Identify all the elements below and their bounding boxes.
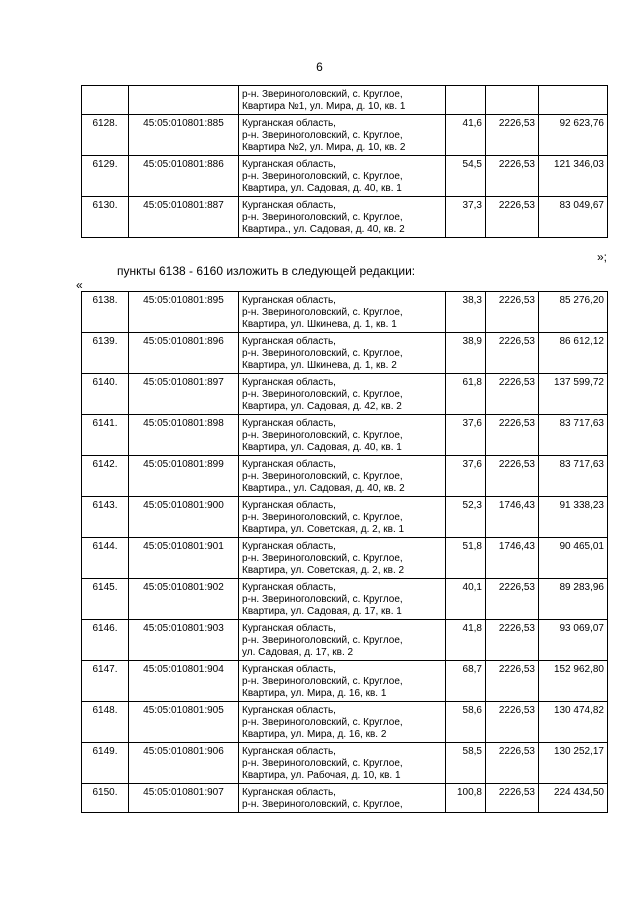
address-line: Квартира №1, ул. Мира, д. 10, кв. 1 (242, 101, 406, 112)
address-cell (239, 374, 446, 415)
address-line: Курганская область, (242, 336, 336, 347)
area-cell: 58,6 (446, 702, 486, 743)
rate-cell: 2226,53 (486, 456, 539, 497)
address-line: р-н. Звериноголовский, с. Круглое, (242, 594, 403, 605)
address-cell (239, 620, 446, 661)
property-table-main (81, 291, 608, 813)
area-cell: 68,7 (446, 661, 486, 702)
address-line: Курганская область, (242, 582, 336, 593)
address-cell (239, 702, 446, 743)
address-cell (239, 784, 446, 813)
item-number-cell: 6144. (82, 538, 129, 579)
address-line: р-н. Звериноголовский, с. Круглое, (242, 758, 403, 769)
address-cell (239, 415, 446, 456)
table-row (82, 456, 608, 497)
address-cell (239, 579, 446, 620)
rate-cell: 2226,53 (486, 156, 539, 197)
area-cell (446, 86, 486, 115)
cadastral-value-cell: 91 338,23 (539, 497, 608, 538)
page-number: 6 (316, 60, 323, 74)
address-line: Курганская область, (242, 500, 336, 511)
table-row (82, 784, 608, 813)
cadastral-number-cell: 45:05:010801:907 (129, 784, 239, 813)
rate-cell: 2226,53 (486, 415, 539, 456)
area-cell: 38,9 (446, 333, 486, 374)
address-line: Курганская область, (242, 200, 336, 211)
rate-cell: 2226,53 (486, 620, 539, 661)
address-line: Курганская область, (242, 787, 336, 798)
address-line: р-н. Звериноголовский, с. Круглое, (242, 471, 403, 482)
rate-cell: 2226,53 (486, 374, 539, 415)
address-line: Квартира, ул. Садовая, д. 17, кв. 1 (242, 606, 402, 617)
cadastral-value-cell: 130 474,82 (539, 702, 608, 743)
item-number-cell: 6140. (82, 374, 129, 415)
address-line: Квартира, ул. Советская, д. 2, кв. 1 (242, 524, 405, 535)
table-row (82, 292, 608, 333)
item-number-cell: 6148. (82, 702, 129, 743)
cadastral-value-cell: 121 346,03 (539, 156, 608, 197)
cadastral-number-cell: 45:05:010801:896 (129, 333, 239, 374)
address-line: Курганская область, (242, 459, 336, 470)
address-cell (239, 538, 446, 579)
rate-cell: 1746,43 (486, 497, 539, 538)
cadastral-number-cell: 45:05:010801:902 (129, 579, 239, 620)
property-table-top (81, 85, 608, 238)
address-line: р-н. Звериноголовский, с. Круглое, (242, 799, 403, 810)
cadastral-value-cell: 83 049,67 (539, 197, 608, 238)
area-cell: 38,3 (446, 292, 486, 333)
cadastral-number-cell: 45:05:010801:904 (129, 661, 239, 702)
rate-cell: 2226,53 (486, 743, 539, 784)
address-line: Квартира., ул. Садовая, д. 40, кв. 2 (242, 224, 405, 235)
cadastral-number-cell: 45:05:010801:895 (129, 292, 239, 333)
rate-cell: 2226,53 (486, 333, 539, 374)
cadastral-value-cell: 93 069,07 (539, 620, 608, 661)
cadastral-value-cell: 92 623,76 (539, 115, 608, 156)
table-row (82, 702, 608, 743)
table-row (82, 579, 608, 620)
cadastral-number-cell: 45:05:010801:903 (129, 620, 239, 661)
address-line: Курганская область, (242, 418, 336, 429)
table-row (82, 374, 608, 415)
table-row (82, 743, 608, 784)
address-line: р-н. Звериноголовский, с. Круглое, (242, 307, 403, 318)
address-cell (239, 197, 446, 238)
closing-quote: »; (597, 250, 608, 264)
address-line: Квартира, ул. Мира, д. 16, кв. 1 (242, 688, 387, 699)
table-row (82, 197, 608, 238)
address-cell (239, 115, 446, 156)
address-line: Курганская область, (242, 295, 336, 306)
area-cell: 40,1 (446, 579, 486, 620)
address-line: Курганская область, (242, 623, 336, 634)
address-line: р-н. Звериноголовский, с. Круглое, (242, 348, 403, 359)
address-line: р-н. Звериноголовский, с. Круглое, (242, 212, 403, 223)
area-cell: 54,5 (446, 156, 486, 197)
item-number-cell: 6130. (82, 197, 129, 238)
cadastral-number-cell: 45:05:010801:905 (129, 702, 239, 743)
address-line: Квартира, ул. Рабочая, д. 10, кв. 1 (242, 770, 401, 781)
table-row (82, 156, 608, 197)
address-line: р-н. Звериноголовский, с. Круглое, (242, 430, 403, 441)
cadastral-value-cell: 89 283,96 (539, 579, 608, 620)
cadastral-value-cell (539, 86, 608, 115)
item-number-cell: 6145. (82, 579, 129, 620)
table-row (82, 415, 608, 456)
address-line: Курганская область, (242, 746, 336, 757)
address-line: Курганская область, (242, 118, 336, 129)
address-cell (239, 743, 446, 784)
item-number-cell: 6143. (82, 497, 129, 538)
address-line: Квартира, ул. Садовая, д. 42, кв. 2 (242, 401, 402, 412)
address-line: Курганская область, (242, 664, 336, 675)
address-line: Квартира, ул. Советская, д. 2, кв. 2 (242, 565, 405, 576)
rate-cell: 2226,53 (486, 661, 539, 702)
area-cell: 100,8 (446, 784, 486, 813)
area-cell: 58,5 (446, 743, 486, 784)
cadastral-value-cell: 83 717,63 (539, 456, 608, 497)
cadastral-value-cell: 152 962,80 (539, 661, 608, 702)
address-line: Квартира, ул. Шкинева, д. 1, кв. 1 (242, 319, 397, 330)
address-line: р-н. Звериноголовский, с. Круглое, (242, 89, 403, 100)
address-line: Квартира, ул. Мира, д. 16, кв. 2 (242, 729, 387, 740)
address-cell (239, 333, 446, 374)
cadastral-number-cell: 45:05:010801:901 (129, 538, 239, 579)
cadastral-number-cell: 45:05:010801:906 (129, 743, 239, 784)
cadastral-number-cell: 45:05:010801:886 (129, 156, 239, 197)
item-number-cell: 6142. (82, 456, 129, 497)
cadastral-number-cell (129, 86, 239, 115)
cadastral-number-cell: 45:05:010801:885 (129, 115, 239, 156)
address-cell (239, 86, 446, 115)
address-line: р-н. Звериноголовский, с. Круглое, (242, 553, 403, 564)
table-row (82, 620, 608, 661)
area-cell: 52,3 (446, 497, 486, 538)
table-row (82, 661, 608, 702)
rate-cell: 2226,53 (486, 702, 539, 743)
item-number-cell (82, 86, 129, 115)
address-line: ул. Садовая, д. 17, кв. 2 (242, 647, 354, 658)
cadastral-value-cell: 83 717,63 (539, 415, 608, 456)
area-cell: 37,3 (446, 197, 486, 238)
item-number-cell: 6150. (82, 784, 129, 813)
cadastral-value-cell: 137 599,72 (539, 374, 608, 415)
item-number-cell: 6138. (82, 292, 129, 333)
rate-cell: 2226,53 (486, 784, 539, 813)
address-line: Квартира, ул. Садовая, д. 40, кв. 1 (242, 183, 402, 194)
address-line: Квартира, ул. Шкинева, д. 1, кв. 2 (242, 360, 397, 371)
cadastral-value-cell: 85 276,20 (539, 292, 608, 333)
rate-cell: 2226,53 (486, 292, 539, 333)
address-line: Квартира №2, ул. Мира, д. 10, кв. 2 (242, 142, 406, 153)
rate-cell: 2226,53 (486, 197, 539, 238)
area-cell: 37,6 (446, 415, 486, 456)
cadastral-number-cell: 45:05:010801:897 (129, 374, 239, 415)
address-line: Курганская область, (242, 541, 336, 552)
cadastral-value-cell: 86 612,12 (539, 333, 608, 374)
address-line: р-н. Звериноголовский, с. Круглое, (242, 635, 403, 646)
table-row (82, 538, 608, 579)
cadastral-value-cell: 90 465,01 (539, 538, 608, 579)
cadastral-number-cell: 45:05:010801:887 (129, 197, 239, 238)
amendment-instruction: пункты 6138 - 6160 изложить в следующей редакции: (117, 264, 416, 278)
table-row (82, 333, 608, 374)
cadastral-number-cell: 45:05:010801:898 (129, 415, 239, 456)
rate-cell: 2226,53 (486, 579, 539, 620)
cadastral-value-cell: 130 252,17 (539, 743, 608, 784)
address-line: р-н. Звериноголовский, с. Круглое, (242, 512, 403, 523)
rate-cell: 1746,43 (486, 538, 539, 579)
address-cell (239, 497, 446, 538)
address-line: р-н. Звериноголовский, с. Круглое, (242, 171, 403, 182)
address-cell (239, 661, 446, 702)
address-line: р-н. Звериноголовский, с. Круглое, (242, 130, 403, 141)
address-line: Квартира., ул. Садовая, д. 40, кв. 2 (242, 483, 405, 494)
area-cell: 51,8 (446, 538, 486, 579)
address-cell (239, 156, 446, 197)
address-cell (239, 292, 446, 333)
table-row (82, 86, 608, 115)
area-cell: 37,6 (446, 456, 486, 497)
cadastral-value-cell: 224 434,50 (539, 784, 608, 813)
item-number-cell: 6139. (82, 333, 129, 374)
area-cell: 61,8 (446, 374, 486, 415)
item-number-cell: 6149. (82, 743, 129, 784)
area-cell: 41,8 (446, 620, 486, 661)
rate-cell (486, 86, 539, 115)
item-number-cell: 6129. (82, 156, 129, 197)
item-number-cell: 6128. (82, 115, 129, 156)
cadastral-number-cell: 45:05:010801:900 (129, 497, 239, 538)
address-line: Квартира, ул. Садовая, д. 40, кв. 1 (242, 442, 402, 453)
opening-quote: « (76, 278, 83, 292)
cadastral-number-cell: 45:05:010801:899 (129, 456, 239, 497)
item-number-cell: 6146. (82, 620, 129, 661)
table-row (82, 497, 608, 538)
address-cell (239, 456, 446, 497)
address-line: р-н. Звериноголовский, с. Круглое, (242, 676, 403, 687)
table-row (82, 115, 608, 156)
address-line: Курганская область, (242, 159, 336, 170)
area-cell: 41,6 (446, 115, 486, 156)
address-line: Курганская область, (242, 377, 336, 388)
item-number-cell: 6147. (82, 661, 129, 702)
address-line: р-н. Звериноголовский, с. Круглое, (242, 717, 403, 728)
address-line: р-н. Звериноголовский, с. Круглое, (242, 389, 403, 400)
address-line: Курганская область, (242, 705, 336, 716)
rate-cell: 2226,53 (486, 115, 539, 156)
item-number-cell: 6141. (82, 415, 129, 456)
